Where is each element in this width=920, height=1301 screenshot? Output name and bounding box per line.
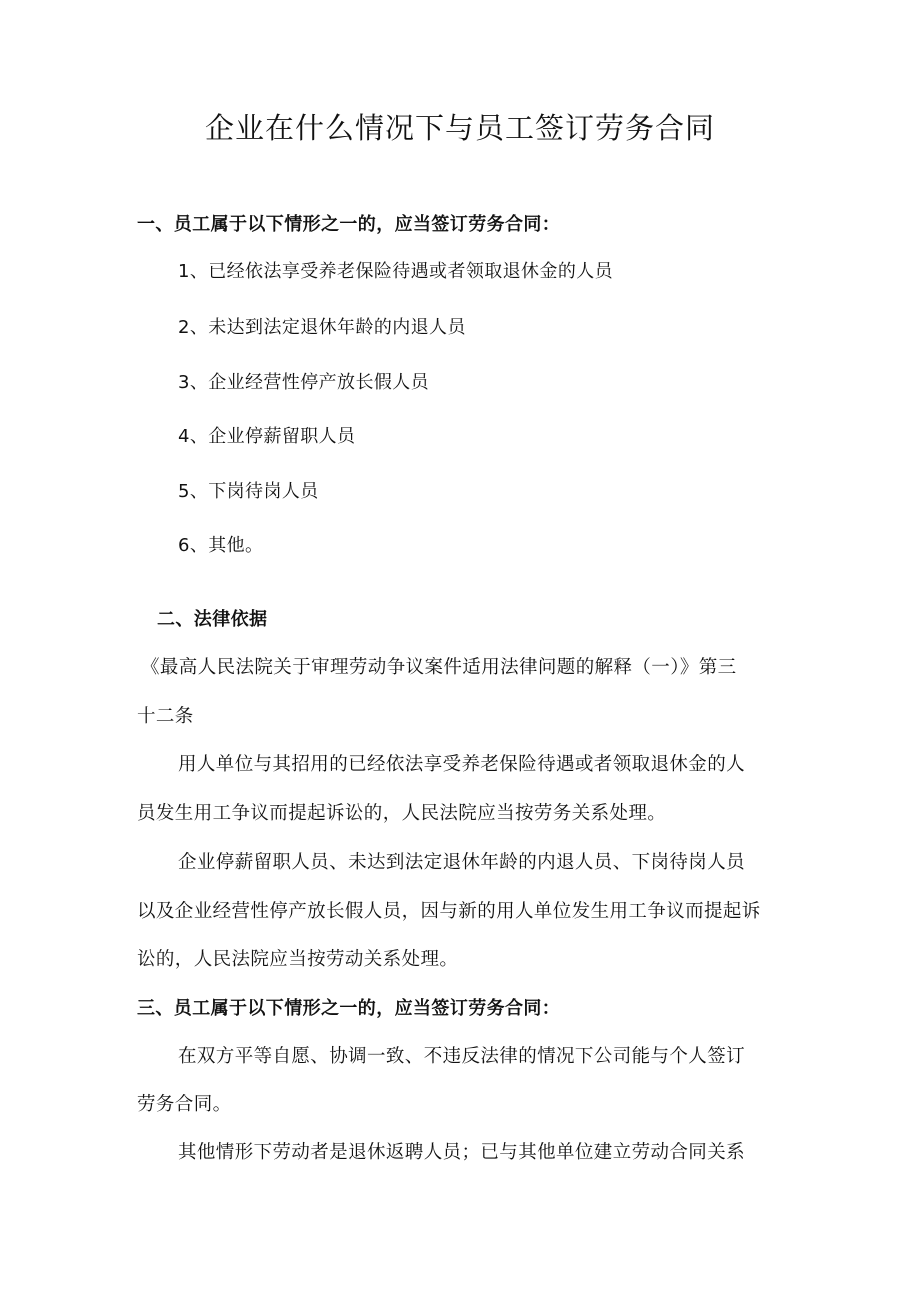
list-item: 6、其他。: [178, 535, 264, 556]
citation-line: 十二条: [137, 706, 194, 727]
list-item: 4、企业停薪留职人员: [178, 426, 356, 447]
list-item: 1、已经依法享受养老保险待遇或者领取退休金的人员: [178, 261, 614, 282]
list-item: 2、未达到法定退休年龄的内退人员: [178, 317, 466, 338]
paragraph-line: 企业停薪留职人员、未达到法定退休年龄的内退人员、下岗待岗人员: [178, 852, 746, 873]
list-item: 3、企业经营性停产放长假人员: [178, 372, 430, 393]
paragraph-line: 以及企业经营性停产放长假人员，因与新的用人单位发生用工争议而提起诉: [137, 901, 761, 922]
section1-heading: 一、员工属于以下情形之一的，应当签订劳务合同：: [137, 214, 561, 235]
paragraph-line: 讼的，人民法院应当按劳动关系处理。: [137, 949, 459, 970]
paragraph-line: 员发生用工争议而提起诉讼的，人民法院应当按劳务关系处理。: [137, 803, 667, 824]
paragraph-line: 在双方平等自愿、协调一致、不违反法律的情况下公司能与个人签订: [178, 1046, 746, 1067]
citation-line: 《最高人民法院关于审理劳动争议案件适用法律问题的解释（一）》第三: [141, 657, 737, 678]
section3-heading: 三、员工属于以下情形之一的，应当签订劳务合同：: [137, 998, 561, 1019]
document-title: 企业在什么情况下与员工签订劳务合同: [204, 111, 715, 145]
paragraph-line: 用人单位与其招用的已经依法享受养老保险待遇或者领取退休金的人: [178, 754, 746, 775]
paragraph-line: 劳务合同。: [137, 1094, 232, 1115]
paragraph-line: 其他情形下劳动者是退休返聘人员；已与其他单位建立劳动合同关系: [178, 1142, 746, 1163]
section2-heading: 二、法律依据: [157, 609, 268, 630]
list-item: 5、下岗待岗人员: [178, 481, 319, 502]
